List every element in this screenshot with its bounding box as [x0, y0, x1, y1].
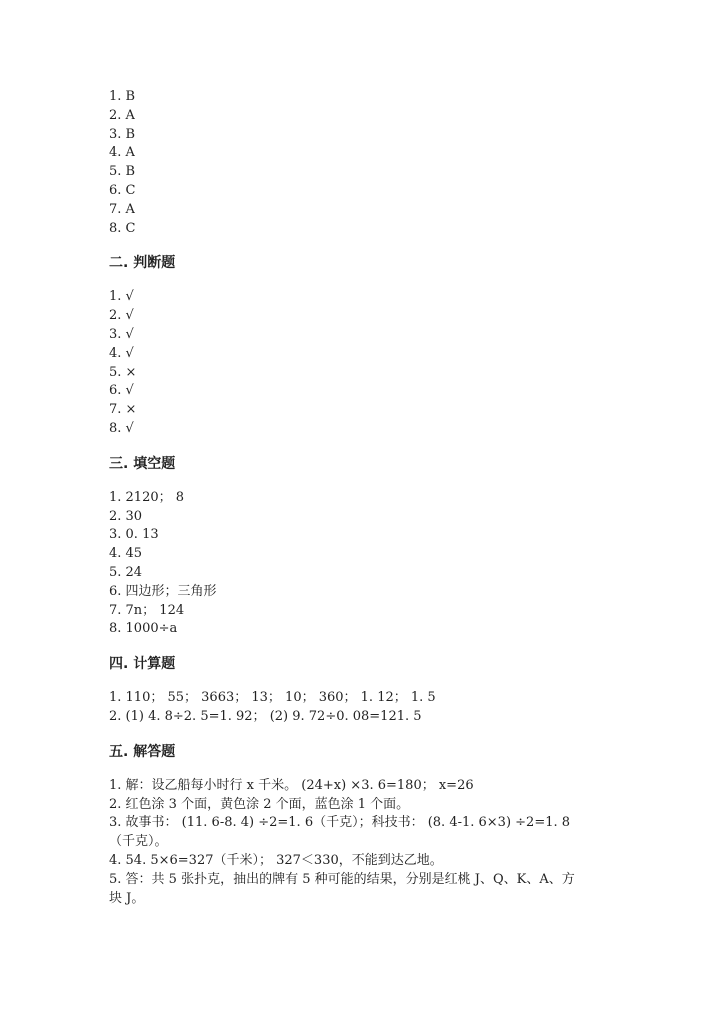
answer-line: 7. A [109, 201, 135, 217]
answer-line: 7. × [109, 402, 137, 418]
answer-line: 2. (1) 4. 8÷2. 5=1. 92； (2) 9. 72÷0. 08=121. 5 [109, 708, 422, 724]
answer-line: 5. 24 [109, 564, 143, 580]
answer-line: 5. × [109, 364, 137, 380]
answer-line: 6. 四边形；三角形 [109, 583, 217, 599]
answer-line: 6. C [109, 182, 136, 198]
section-heading-calculation: 四. 计算题 [109, 656, 176, 673]
answer-line: 3. 0. 13 [109, 527, 159, 543]
answer-line: 1. √ [109, 289, 134, 305]
answer-line: 4. 54. 5×6=327（千米）； 327＜330，不能到达乙地。 [109, 852, 443, 868]
answer-line: 3. B [109, 126, 136, 142]
answer-line: 1. 2120； 8 [109, 489, 185, 505]
answer-line: 7. 7n； 124 [109, 602, 185, 618]
section-choice-answers [109, 88, 619, 238]
section-heading-fill-blank: 三. 填空题 [109, 455, 176, 472]
answer-line: 2. 红色涂 3 个面，黄色涂 2 个面，蓝色涂 1 个面。 [109, 796, 410, 812]
answer-line: 2. √ [109, 308, 134, 324]
answer-line: 2. 30 [109, 508, 143, 524]
section-heading-word-problems: 五. 解答题 [109, 743, 176, 760]
answer-line: 2. A [109, 107, 135, 123]
answer-line: 8. C [109, 220, 136, 236]
answer-line: 5. B [109, 164, 136, 180]
section-word-problem-answers [109, 777, 619, 909]
section-heading-judgement: 二. 判断题 [109, 255, 176, 272]
answer-line: 3. 故事书： (11. 6-8. 4) ÷2=1. 6（千克）；科技书： (8. 4-1. 6×3) ÷2=1. 8 [109, 815, 571, 831]
answer-line: 1. 解：设乙船每小时行 x 千米。 (24+x) ×3. 6=180； x=26 [109, 777, 474, 793]
section-fill-blank-answers [109, 489, 619, 639]
section-judgement-answers [109, 288, 619, 438]
answer-line: 8. 1000÷a [109, 621, 178, 637]
answer-line: 8. √ [109, 420, 134, 436]
answer-line: 4. 45 [109, 546, 143, 562]
answer-line: 4. A [109, 145, 135, 161]
answer-line: 1. 110； 55； 3663； 13； 10； 360； 1. 12； 1. 5 [109, 690, 436, 706]
answer-line: 6. √ [109, 383, 134, 399]
answer-content [109, 88, 619, 908]
answer-line: 1. B [109, 89, 136, 104]
section-calculation-answers [109, 689, 619, 727]
answer-line: 3. √ [109, 326, 134, 342]
answer-line: 4. √ [109, 345, 134, 361]
answer-line: 5. 答：共 5 张扑克，抽出的牌有 5 种可能的结果，分别是红桃 J、Q、K、A、方 [109, 871, 575, 887]
answer-line: （千克）。 [109, 834, 168, 850]
answer-line: 块 J。 [109, 890, 145, 906]
